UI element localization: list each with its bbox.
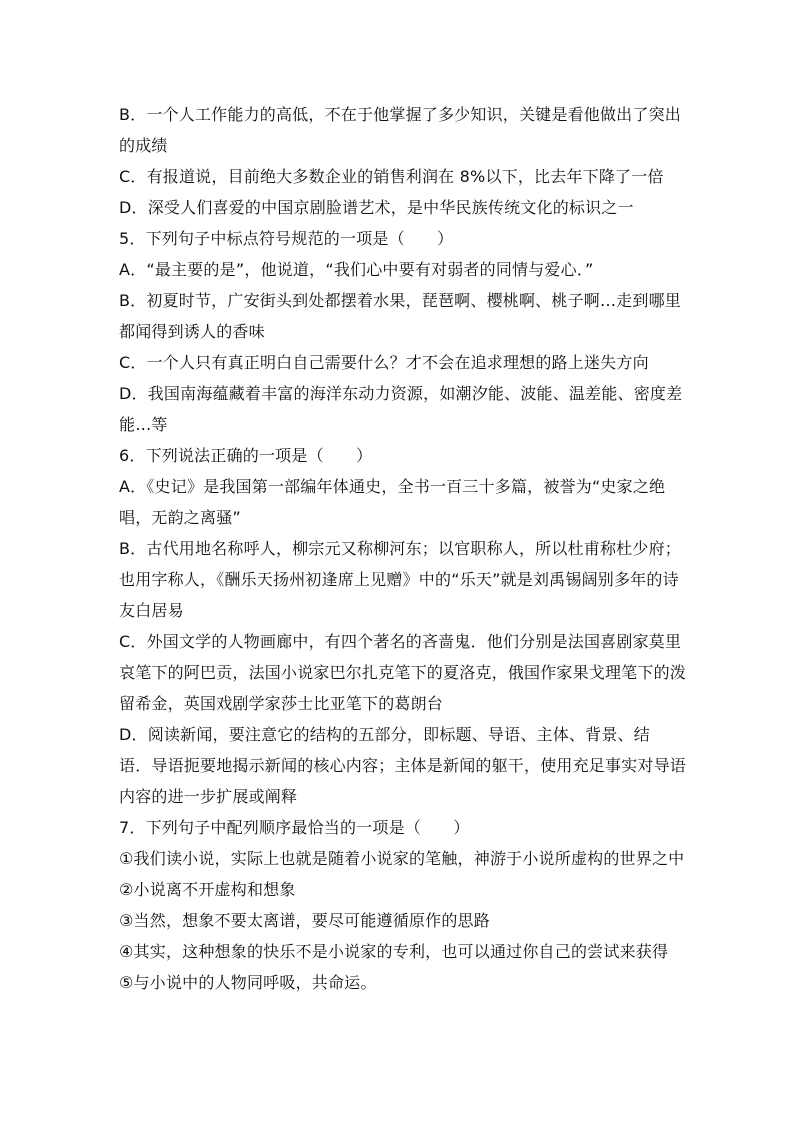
question-6-stem: 6．下列说法正确的一项是（ ） bbox=[119, 446, 373, 465]
text-line: 能…等 bbox=[119, 415, 168, 434]
text-line: 也用字称人，《酬乐天扬州初逢席上见赠》中的“乐天”就是刘禹锡阔别多年的诗 bbox=[119, 570, 679, 589]
text-line: ④其实，这种想象的快乐不是小说家的专利，也可以通过你自己的尝试来获得 bbox=[119, 942, 669, 961]
text-line: D．深受人们喜爱的中国京剧脸谱艺术，是中华民族传统文化的标识之一 bbox=[119, 198, 634, 217]
text-line: 友白居易 bbox=[119, 601, 184, 620]
text-line: C．有报道说，目前绝大多数企业的销售利润在 8%以下，比去年下降了一倍 bbox=[119, 167, 664, 186]
text-line: 留希金，英国戏剧学家莎士比亚笔下的葛朗台 bbox=[119, 694, 444, 713]
question-7-stem: 7．下列句子中配列顺序最恰当的一项是（ ） bbox=[119, 818, 470, 837]
text-line: 的成绩 bbox=[119, 136, 168, 155]
text-line: B．初夏时节，广安街头到处都摆着水果，琵琶啊、樱桃啊、桃子啊…走到哪里 bbox=[119, 291, 681, 310]
text-line: C．外国文学的人物画廊中，有四个著名的吝啬鬼．他们分别是法国喜剧家莫里 bbox=[119, 632, 682, 651]
text-line: B．一个人工作能力的高低，不在于他掌握了多少知识，关键是看他做出了突出 bbox=[119, 105, 681, 124]
text-line: A．“最主要的是”，他说道，“我们心中要有对弱者的同情与爱心．” bbox=[119, 260, 594, 279]
text-line: D．我国南海蕴藏着丰富的海洋东动力资源，如潮汐能、波能、温差能、密度差 bbox=[119, 384, 683, 403]
text-line: C．一个人只有真正明白自己需要什么？才不会在追求理想的路上迷失方向 bbox=[119, 353, 649, 372]
text-line: B．古代用地名称呼人，柳宗元又称柳河东；以官职称人，所以杜甫称杜少府； bbox=[119, 539, 681, 558]
text-line: D．阅读新闻，要注意它的结构的五部分，即标题、导语、主体、背景、结 bbox=[119, 725, 650, 744]
text-line: 哀笔下的阿巴贡，法国小说家巴尔扎克笔下的夏洛克，俄国作家果戈理笔下的泼 bbox=[119, 663, 687, 682]
text-line: ③当然，想象不要太离谱，要尽可能遵循原作的思路 bbox=[119, 911, 490, 930]
text-line: 唱，无韵之离骚” bbox=[119, 508, 241, 527]
text-line: ②小说离不开虚构和想象 bbox=[119, 880, 296, 899]
text-line: ⑤与小说中的人物同呼吸，共命运。 bbox=[119, 973, 377, 992]
text-line: A．《史记》是我国第一部编年体通史，全书一百三十多篇，被誉为“史家之绝 bbox=[119, 477, 666, 496]
text-line: 语．导语扼要地揭示新闻的核心内容；主体是新闻的躯干，使用充足事实对导语 bbox=[119, 756, 687, 775]
document-body bbox=[119, 99, 687, 998]
text-line: 都闻得到诱人的香味 bbox=[119, 322, 265, 341]
text-line: ①我们读小说，实际上也就是随着小说家的笔触，神游于小说所虚构的世界之中 bbox=[119, 849, 685, 868]
question-5-stem: 5．下列句子中标点符号规范的一项是（ ） bbox=[119, 229, 454, 248]
text-line: 内容的进一步扩展或阐释 bbox=[119, 787, 298, 806]
